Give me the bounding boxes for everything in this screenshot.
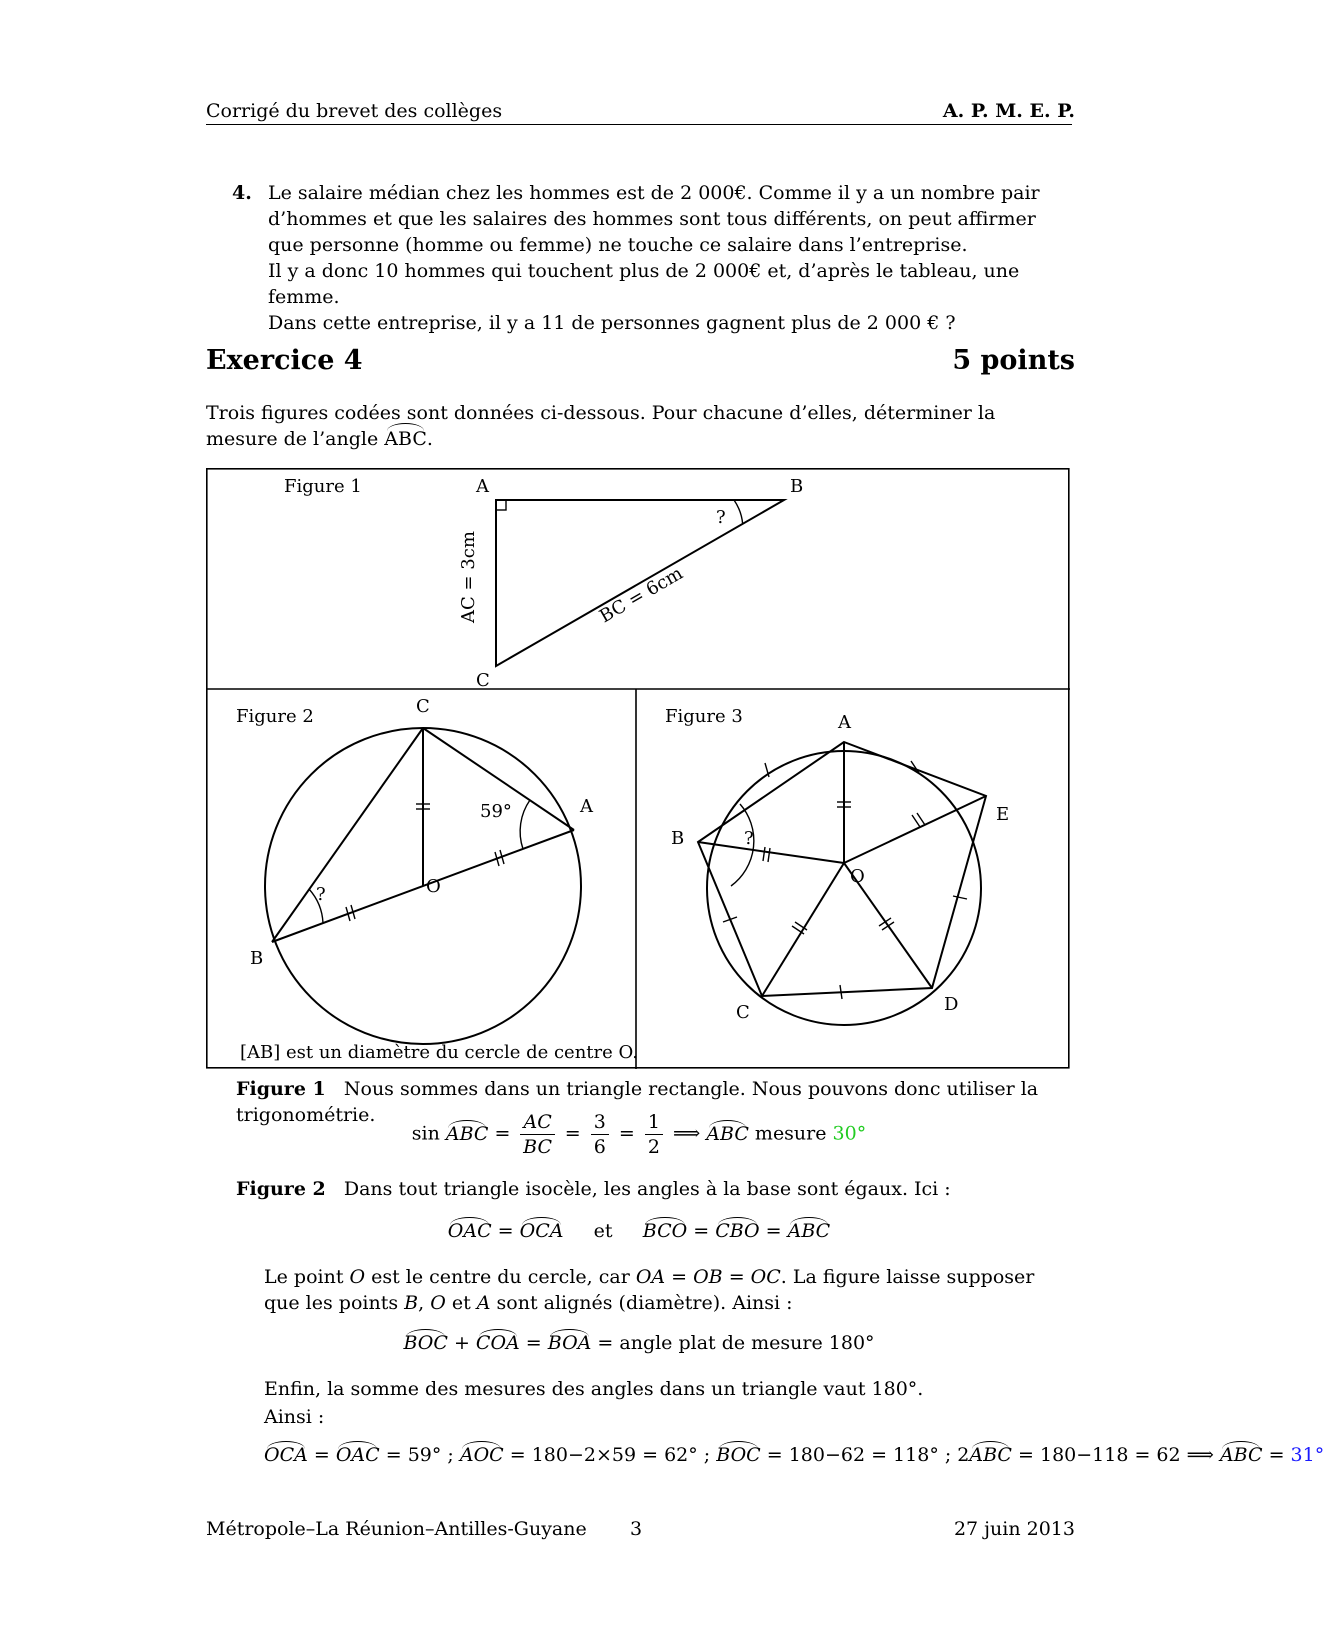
figure3-point-a: A — [838, 712, 851, 733]
figure2-point-c: C — [416, 696, 430, 717]
figures-frame — [207, 469, 1069, 1068]
angle-abc: ABC — [787, 1220, 831, 1242]
formula-eq: = — [618, 1122, 635, 1145]
exercise-intro — [206, 400, 1072, 452]
frac-den: BC — [523, 1136, 553, 1158]
figure3-point-d: D — [944, 994, 959, 1015]
formula-angle-abc: ABC — [445, 1122, 489, 1145]
angle-boc: BOC — [403, 1332, 448, 1354]
figure1-angle-arc — [734, 500, 743, 524]
solution-fig2-text: Dans tout triangle isocèle, les angles à la base sont égaux. Ici : — [343, 1178, 951, 1200]
frac-num: 3 — [591, 1110, 609, 1135]
formula-result-30: 30° — [832, 1122, 867, 1145]
solution-fig2 — [236, 1176, 1096, 1202]
solution-fig2-label: Figure 2 — [236, 1178, 326, 1200]
solution-fig1-formula — [206, 1110, 1072, 1159]
exercise-title: Exercice 4 — [206, 345, 363, 376]
angle-boc: BOC — [716, 1444, 761, 1466]
intro-angle: ABC — [384, 428, 427, 450]
figure-3 — [665, 706, 1009, 1025]
intro-text: Trois figures codées sont données ci-dessous. Pour chacune d’elles, déterminer la mesure de l’angle — [206, 402, 996, 450]
figure1-point-a: A — [476, 476, 489, 497]
angle-bco: BCO — [642, 1220, 688, 1242]
exercise-points: 5 points — [952, 345, 1075, 376]
solution-fig1-text: Nous sommes dans un triangle rectangle. Nous pouvons donc utiliser la trigonométrie. — [236, 1078, 1039, 1126]
figure2-label: Figure 2 — [236, 706, 314, 727]
para1-point-a: A — [476, 1292, 491, 1314]
final-part: = 180−2×59 = 62° ; — [509, 1444, 711, 1466]
figure1-point-b: B — [790, 476, 804, 497]
angle-oac: OAC — [335, 1444, 380, 1466]
figure3-point-o: O — [850, 866, 865, 887]
formula-eq: = — [564, 1122, 581, 1145]
question-4-line1: Le salaire médian chez les hommes est de 2 000€. Comme il y a un nombre pair d’hommes et que les salaires des hommes sont tous différents, on peut affirmer que personne (homme ou femme) ne touche ce salaire dans l’entreprise. — [268, 182, 1040, 256]
footer-page-number: 3 — [630, 1518, 643, 1540]
question-4 — [232, 180, 1072, 336]
formula-frac-1-2 — [645, 1110, 663, 1159]
figure1-side-ac: AC = 3cm — [458, 531, 479, 623]
formula-implies: ⟹ — [673, 1122, 701, 1145]
figure3-point-b: B — [671, 828, 685, 849]
solution-fig2-eq1: OAC = OCA et BCO = CBO = ABC — [447, 1220, 831, 1242]
solution-fig2-para3: Ainsi : — [264, 1406, 325, 1428]
final-part: = 59° ; — [385, 1444, 454, 1466]
para1-part: . La figure laisse supposer que les points — [264, 1266, 1035, 1314]
header-right: A. P. M. E. P. — [942, 100, 1075, 122]
footer-right: 27 juin 2013 — [953, 1518, 1075, 1540]
angle-oca: OCA — [264, 1444, 308, 1466]
frac-den: 6 — [593, 1136, 606, 1158]
formula-frac-3-6 — [591, 1110, 609, 1159]
para1-point-b: B — [404, 1292, 419, 1314]
header-left: Corrigé du brevet des collèges — [206, 100, 503, 122]
figure2-caption: [AB] est un diamètre du cercle de centre O. — [240, 1042, 638, 1063]
solution-fig2-para1 — [264, 1264, 1072, 1316]
figure3-point-c: C — [736, 1002, 750, 1023]
frac-num: 1 — [645, 1110, 663, 1135]
figure1-side-bc: BC = 6cm — [596, 562, 687, 628]
formula-angle-abc: ABC — [706, 1122, 749, 1145]
angle-coa: COA — [475, 1332, 520, 1354]
para1-part: Le point — [264, 1266, 350, 1288]
para1-part: et — [445, 1292, 477, 1314]
figures-box — [206, 468, 1070, 1069]
solution-fig2-eq2: BOC + COA = BOA = angle plat de mesure 180° — [403, 1332, 875, 1354]
angle-oca: OCA — [519, 1220, 564, 1242]
question-4-line3: Dans cette entreprise, il y a 11 de personnes gagnent plus de 2 000 € ? — [268, 312, 956, 334]
solution-fig1-label: Figure 1 — [236, 1078, 326, 1100]
para1-point-o2: O — [430, 1292, 446, 1314]
para1-equality: OA = OB = OC — [635, 1266, 781, 1288]
para1-part: , — [418, 1292, 431, 1314]
final-result-31: 31° — [1290, 1444, 1324, 1466]
figure2-unknown: ? — [316, 884, 326, 905]
para1-part: sont alignés (diamètre). Ainsi : — [490, 1292, 793, 1314]
final-part: = 180−62 = 118° ; 2 — [766, 1444, 970, 1466]
question-number: 4. — [232, 182, 252, 204]
formula-frac-ac-bc — [520, 1110, 554, 1159]
header-rule — [206, 124, 1072, 125]
figure1-label: Figure 1 — [284, 476, 362, 497]
figure3-unknown: ? — [744, 828, 754, 849]
figure3-pentagon — [698, 742, 986, 996]
figure3-point-e: E — [996, 804, 1010, 825]
angle-boa: BOA — [547, 1332, 592, 1354]
frac-den: 2 — [647, 1136, 660, 1158]
formula-sin: sin — [411, 1122, 440, 1145]
figure2-point-o: O — [426, 876, 441, 897]
para1-point-o: O — [349, 1266, 366, 1288]
figure1-unknown: ? — [716, 507, 726, 528]
solution-fig2-final: OCA = OAC = 59° ; AOC = 180−2×59 = 62° ; BOC = 180−62 = 118° ; 2ABC = 180−118 = 62 ⟹ ABC = 31° — [264, 1444, 1324, 1466]
figure2-point-a: A — [580, 796, 593, 817]
figure-1 — [284, 476, 803, 691]
formula-eq: = — [494, 1122, 511, 1145]
eq-et: et — [593, 1220, 613, 1242]
formula-mesure: mesure — [754, 1122, 827, 1145]
frac-num: AC — [520, 1110, 554, 1135]
figure2-angle-arc-a — [520, 800, 530, 849]
figure3-label: Figure 3 — [665, 706, 743, 727]
para1-part: est le centre du cercle, car — [365, 1266, 636, 1288]
angle-abc: ABC — [969, 1444, 1012, 1466]
angle-cbo: CBO — [715, 1220, 760, 1242]
footer-left: Métropole–La Réunion–Antilles-Guyane — [206, 1518, 587, 1540]
question-4-line2: Il y a donc 10 hommes qui touchent plus de 2 000€ et, d’après le tableau, une femme. — [268, 260, 1020, 308]
angle-abc: ABC — [1219, 1444, 1263, 1466]
figure-2 — [236, 696, 638, 1063]
figure1-point-c: C — [476, 670, 490, 691]
figure1-right-angle-mark — [496, 500, 506, 510]
figure2-point-b: B — [250, 948, 264, 969]
final-part: = — [1268, 1444, 1285, 1466]
solution-fig2-para2: Enfin, la somme des mesures des angles dans un triangle vaut 180°. — [264, 1378, 924, 1400]
angle-aoc: AOC — [459, 1444, 504, 1466]
eq-plus: + — [453, 1332, 470, 1354]
eq-rest: = angle plat de mesure 180° — [597, 1332, 875, 1354]
intro-after: . — [426, 428, 433, 450]
figure2-angle: 59° — [480, 801, 512, 822]
angle-oac: OAC — [447, 1220, 492, 1242]
final-part: = 180−118 = 62 ⟹ — [1018, 1444, 1214, 1466]
